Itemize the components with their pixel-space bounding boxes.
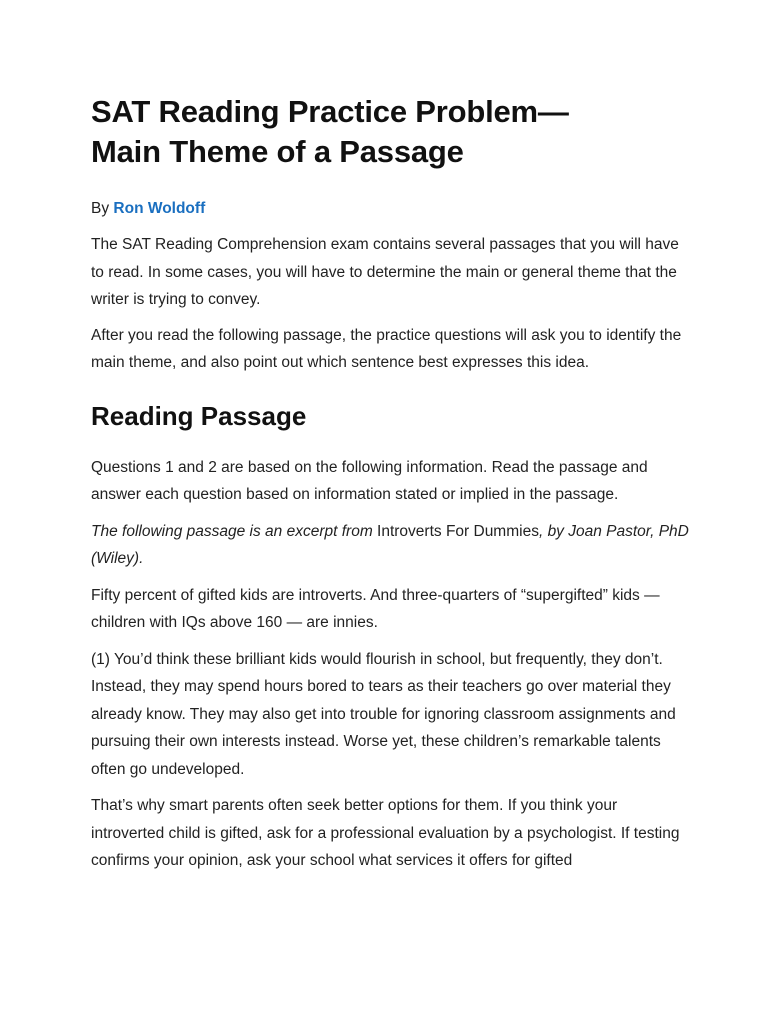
source-prefix: The following passage is an excerpt from xyxy=(91,522,378,540)
source-suffix: , by Joan Pastor, PhD (Wiley). xyxy=(91,522,689,567)
page-title-line-1: SAT Reading Practice Problem— xyxy=(91,94,569,129)
article xyxy=(91,92,691,875)
byline-prefix: By xyxy=(91,200,114,217)
passage-paragraph-1: Fifty percent of gifted kids are introverts. And three-quarters of “supergifted” kids — children with IQs above 160 — are innies. xyxy=(91,586,660,631)
intro-paragraph-1: The SAT Reading Comprehension exam contains several passages that you will have to read. In some cases, you will have to determine the main or general theme that the writer is trying to convey. xyxy=(91,236,679,308)
section-heading: Reading Passage xyxy=(91,400,307,431)
intro-paragraph-2: After you read the following passage, the practice questions will ask you to identify the main theme, and also point out which sentence best expresses this idea. xyxy=(91,326,682,371)
page-title xyxy=(91,92,691,172)
source-citation xyxy=(91,518,691,573)
instructions-paragraph: Questions 1 and 2 are based on the following information. Read the passage and answer each question based on information stated or implied in the passage. xyxy=(91,458,648,503)
byline xyxy=(91,199,691,219)
passage-paragraph-2: (1) You’d think these brilliant kids would flourish in school, but frequently, they don’t. Instead, they may spend hours bored to tears as their teachers go over material they already know. They may also get into trouble for ignoring classroom assignments and pursuing their own interests instead. Worse yet, these children’s remarkable talents often go undeveloped. xyxy=(91,650,676,778)
passage-paragraph-3: That’s why smart parents often seek better options for them. If you think your introverted child is gifted, ask for a professional evaluation by a psychologist. If testing confirms your opinion, ask your school what services it offers for gifted xyxy=(91,797,680,869)
author-link[interactable]: Ron Woldoff xyxy=(113,200,206,217)
source-book-title: Introverts For Dummies xyxy=(377,522,539,540)
page-title-line-2: Main Theme of a Passage xyxy=(91,134,464,169)
